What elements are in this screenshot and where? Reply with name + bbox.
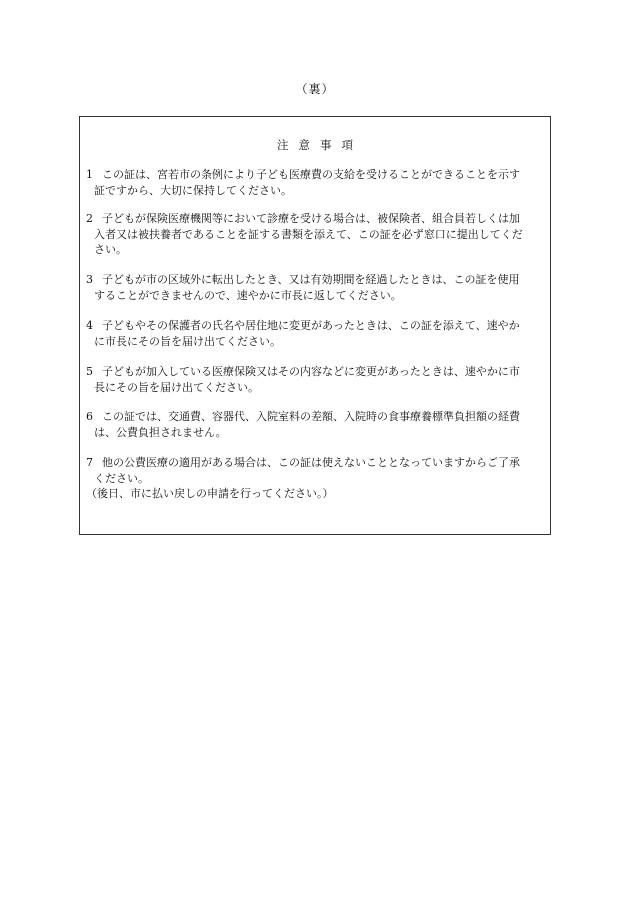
page-side-label: （裏） — [295, 82, 335, 96]
notice-item-line — [86, 409, 548, 425]
notice-item-number: 3 — [86, 273, 93, 286]
notice-item-line: さい。 — [94, 243, 127, 256]
notice-item-number: 1 — [86, 168, 93, 181]
notice-item-number: 2 — [86, 212, 93, 225]
notice-item-text: この証は、宮若市の条例により子ども医療費の支給を受けることができることを示す — [102, 168, 520, 181]
notice-item-7 — [86, 455, 548, 502]
notice-item-line — [86, 211, 548, 227]
notice-item-line: 証ですから、大切に保持してください。 — [94, 183, 292, 197]
notice-title: 注意事項 — [277, 138, 363, 152]
notice-item-text: 子どもやその保護者の氏名や居住地に変更があったときは、この証を添えて、速やか — [102, 319, 520, 332]
notice-item-line — [86, 167, 548, 183]
notice-item-1 — [86, 167, 548, 198]
notice-item-2 — [86, 211, 548, 258]
notice-item-text: この証では、交通費、容器代、入院室料の差額、入院時の食事療養標準負担額の経費 — [102, 410, 520, 423]
notice-item-line — [86, 455, 548, 471]
notice-item-line: は、公費負担されません。 — [94, 425, 227, 439]
notice-item-4 — [86, 318, 548, 349]
notice-item-3 — [86, 272, 548, 303]
notice-item-line — [86, 364, 548, 380]
notice-item-number: 5 — [86, 365, 93, 378]
notice-item-6 — [86, 409, 548, 440]
notice-item-line: することができませんので、速やかに市長に返してください。 — [94, 288, 402, 302]
notice-item-text: 他の公費医療の適用がある場合は、この証は使えないこととなっていますからご了承 — [102, 456, 520, 469]
notice-item-text: 子どもが保険医療機関等において診療を受ける場合は、被保険者、組合員若しくは加 — [102, 212, 520, 225]
notice-item-text: 子どもが市の区域外に転出したとき、又は有効期間を経過したときは、この証を使用 — [102, 273, 520, 286]
notice-item-number: 4 — [86, 319, 93, 332]
notice-item-line — [86, 318, 548, 334]
notice-item-number: 7 — [86, 456, 93, 469]
notice-item-number: 6 — [86, 410, 93, 423]
notice-item-note: （後日、市に払い戻しの申請を行ってください。） — [86, 487, 334, 500]
notice-box — [79, 116, 551, 535]
notice-item-5 — [86, 364, 548, 395]
notice-item-line: 入者又は被扶養者であることを証する書類を添えて、この証を必ず窓口に提出してくだ — [94, 227, 523, 241]
notice-item-text: 子どもが加入している医療保険又はその内容などに変更があったときは、速やかに市 — [102, 365, 520, 378]
notice-item-line — [86, 272, 548, 288]
notice-item-line: ください。 — [94, 471, 149, 485]
notice-item-line: 長にその旨を届け出てください。 — [94, 380, 259, 394]
notice-item-line: に市長にその旨を届け出てください。 — [94, 334, 281, 348]
